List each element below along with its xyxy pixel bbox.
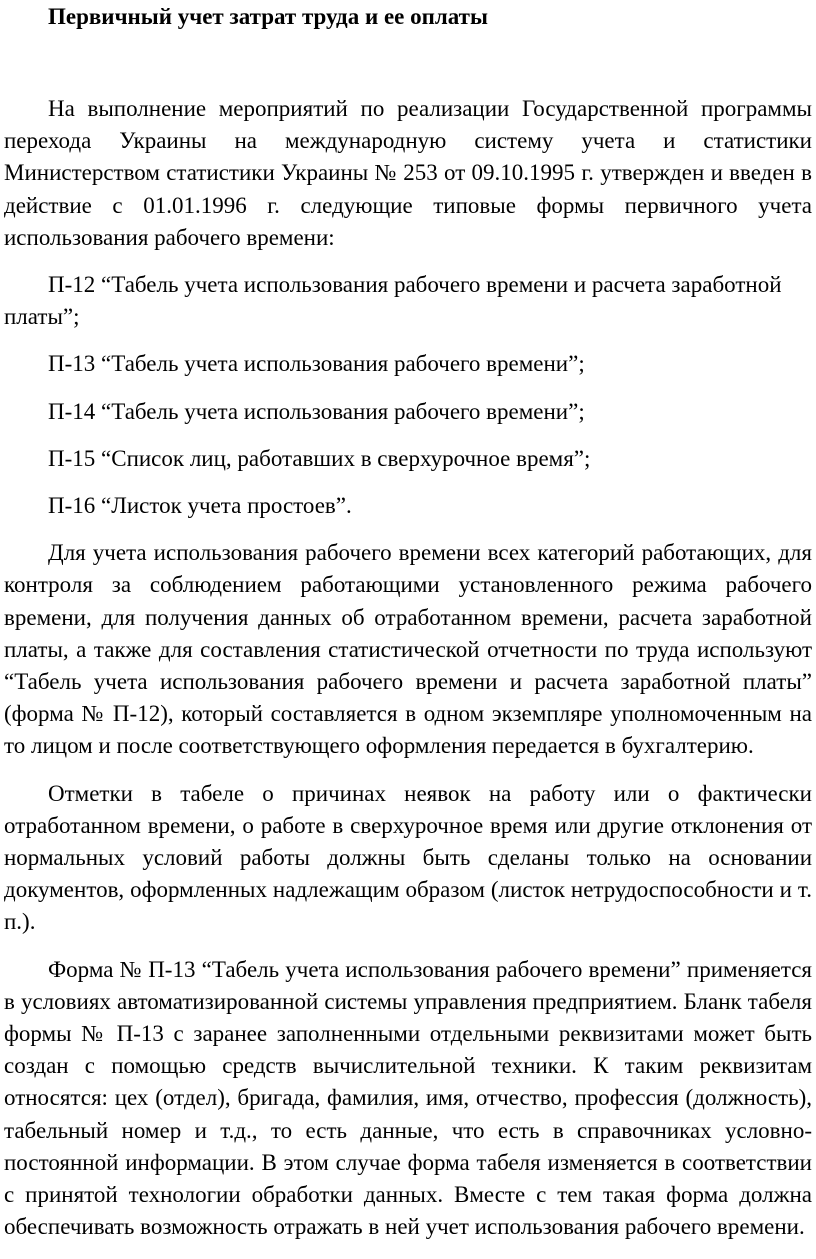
paragraph-timesheet-usage: Для учета использования рабочего времени всех категорий работающих, для контроля за соблюдением работающими установленного режима рабочего времени, для получения данных об отработанном времени, расчета заработной платы, а также для составления статистической отчетности по труда используют “Табель учета использования рабочего времени и расчета заработной платы” (форма № П-12), который составляется в одном экземпляре уполномоченным на то лицом и после соответствующего оформления передается в бухгалтерию. xyxy=(4,540,812,759)
page-title: Первичный учет затрат труда и ее оплаты xyxy=(48,4,488,29)
list-item-form-p15: П-15 “Список лиц, работавших в сверхурочное время”; xyxy=(48,445,591,471)
list-item-form-p12: П-12 “Табель учета использования рабочего времени и расчета заработной платы”; xyxy=(4,272,782,330)
paragraph-timesheet-marks: Отметки в табеле о причинах неявок на работу или о фактически отработанном времени, о работе в сверхурочное время или другие отклонения от нормальных условий работы должны быть сделаны только на основании документов, оформленных надлежащим образом (листок нетрудоспособности и т. п.). xyxy=(4,780,812,935)
list-item-form-p16: П-16 “Листок учета простоев”. xyxy=(48,493,352,519)
paragraph-intro: На выполнение мероприятий по реализации Государственной программы перехода Украины на международную систему учета и статистики Министерством статистики Украины № 253 от 09.10.1995 г. утвержден и введен в действие с 01.01.1996 г. следующие типовые формы первичного учета использования рабочего времени: xyxy=(4,96,812,250)
list-item-form-p14: П-14 “Табель учета использования рабочего времени”; xyxy=(48,398,585,424)
list-item-form-p13: П-13 “Табель учета использования рабочего времени”; xyxy=(48,351,585,377)
document-body xyxy=(4,93,812,1259)
paragraph-form-p13: Форма № П-13 “Табель учета использования рабочего времени” применяется в условиях автоматизированной системы управления предприятием. Бланк табеля формы № П-13 с заранее заполненными отдельными реквизитами может быть создан с помощью средств вычислительной техники. К таким реквизитам относятся: цех (отдел), бригада, фамилия, имя, отчество, профессия (должность), табельный номер и т.д., то есть данные, что есть в справочниках условно-постоянной информации. В этом случае форма табеля изменяется в соответствии с принятой технологии обработки данных. Вместе с тем такая форма должна обеспечивать возможность отражать в ней учет использования рабочего времени. xyxy=(4,956,812,1240)
